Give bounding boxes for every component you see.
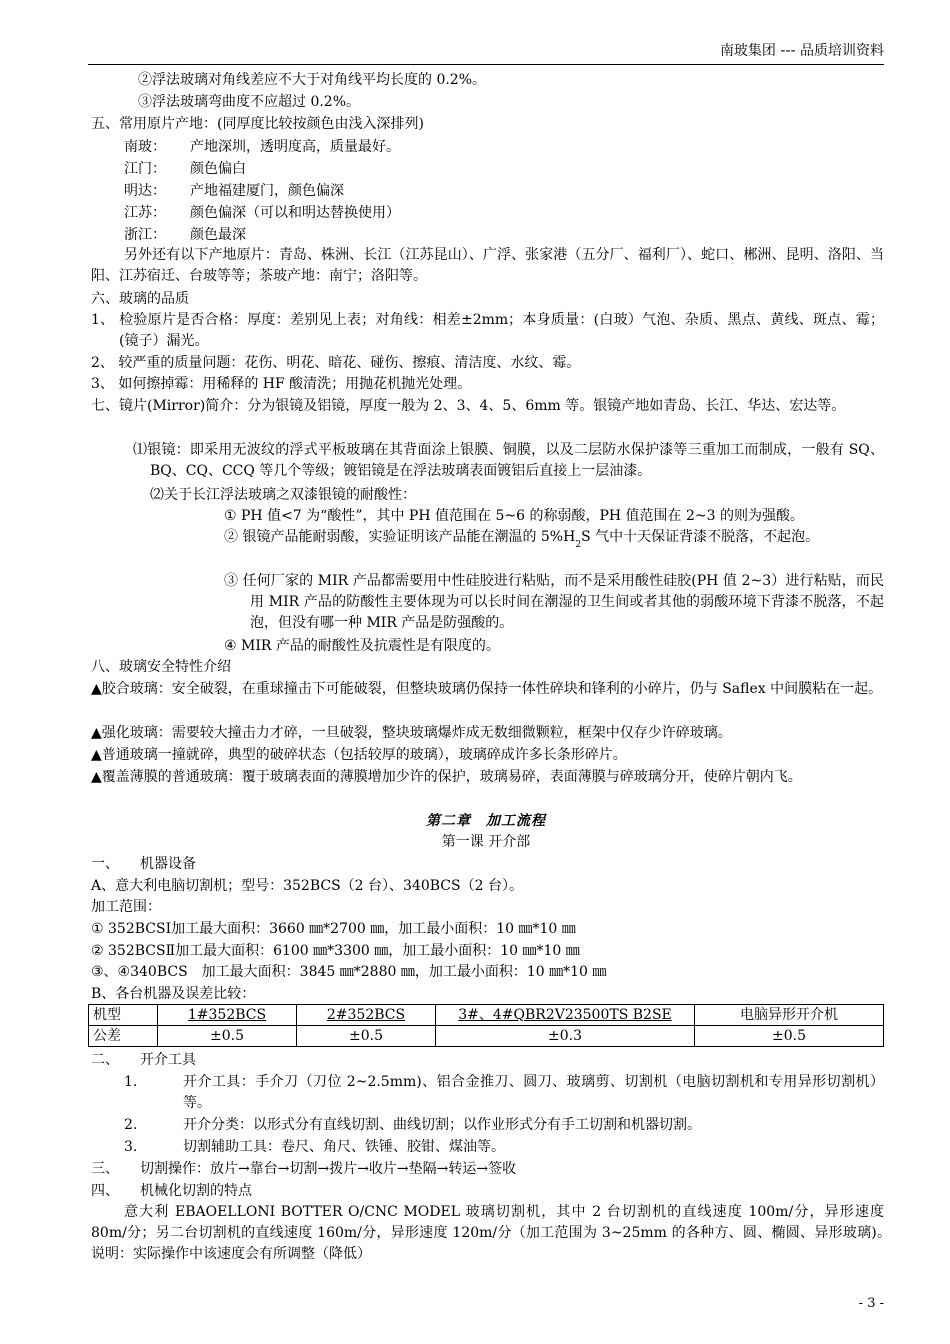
- section-heading: 八、玻璃安全特性介绍: [91, 659, 231, 675]
- list-item: ③ 任何厂家的 MIR 产品都需要用中性硅胶进行粘贴，而不是采用酸性硅胶(PH 值 2~3）进行粘贴，而民用 MIR 产品的防酸性主要体现为可以长时间在潮湿的卫生间或者其他的弱酸环境下背漆不脱落，不起泡，但没有哪一种 MIR 产品是防强酸的。: [224, 573, 884, 631]
- text-line: A、意大利电脑切割机；型号：352BCS（2 台）、340BCS（2 台）。: [91, 878, 523, 894]
- origin-desc: 产地福建厦门，颜色偏深: [190, 183, 344, 199]
- list-item: 开介分类：以形式分有直线切割、曲线切割；以作业形式分有手工切割和机器切割。: [183, 1117, 701, 1133]
- section-heading: 五、常用原片产地：(同厚度比较按颜色由浅入深排列): [91, 116, 424, 132]
- section-heading: 七、镜片(Mirror)简介：分为银镜及铝镜，厚度一般为 2、3、4、5、6mm 等。银镜产地如青岛、长江、华达、宏达等。: [91, 398, 846, 414]
- table-cell: 电脑异形开介机: [695, 1005, 884, 1026]
- paragraph: ▲胶合玻璃：安全破裂，在重球撞击下可能破裂，但整块玻璃仍保持一体性碎块和锋利的小碎片，仍与 Saflex 中间膜粘在一起。: [91, 681, 883, 697]
- lesson-title: 第一课 开介部: [441, 834, 531, 850]
- table-cell: 机型: [89, 1005, 158, 1026]
- chapter-title: 第二章 加工流程: [426, 813, 546, 829]
- text-line: B、各台机器及误差比较：: [91, 986, 256, 1002]
- table-cell: ±0.3: [436, 1026, 695, 1047]
- paragraph: ▲覆盖薄膜的普通玻璃：覆于玻璃表面的薄膜增加少许的保护，玻璃易碎，表面薄膜与碎玻璃分开，使碎片朝内飞。: [91, 769, 802, 785]
- text-line: ③浮法玻璃弯曲度不应超过 0.2%。: [138, 94, 361, 110]
- list-item: ① PH 值<7 为“酸性”，其中 PH 值范围在 5~6 的称弱酸，PH 值范围在 2~3 的则为强酸。: [224, 508, 804, 524]
- table-cell: ±0.5: [297, 1026, 436, 1047]
- origin-desc: 颜色偏白: [190, 161, 246, 177]
- origin-name: 江苏：: [124, 205, 166, 221]
- section-heading: 二、 开介工具: [91, 1052, 196, 1068]
- list-number: 3.: [124, 1139, 138, 1155]
- paragraph: ⑵关于长江浮法玻璃之双漆银镜的耐酸性：: [150, 487, 416, 503]
- origin-desc: 颜色偏深（可以和明达替换使用）: [190, 205, 400, 221]
- list-number: 2.: [124, 1117, 138, 1133]
- paragraph: 意大利 EBAOELLONI BOTTER O/CNC MODEL 玻璃切割机，其中 2 台切割机的直线速度 100m/分，异形速度 80m/分；另二台切割机的直线速度 160m/分，异形速度 120m/分（加工范围为 3~25mm 的各种方、圆、椭圆、异形玻璃)。 说明：实际操作中该速度会有所调整（降低）: [91, 1204, 912, 1262]
- list-item: ④ MIR 产品的耐酸性及抗震性是有限度的。: [224, 638, 500, 654]
- list-item: ① 352BCSⅠ加工最大面积：3660 ㎜*2700 ㎜，加工最小面积：10 ㎜*10 ㎜: [91, 921, 576, 937]
- page-header: [88, 36, 884, 65]
- paragraph: ▲强化玻璃：需要较大撞击力才碎，一旦破裂，整块玻璃爆炸成无数细微颗粒，框架中仅存少许碎玻璃。: [91, 725, 732, 741]
- text-part: S 气中十天保证背漆不脱落，不起泡。: [581, 529, 820, 545]
- subscript: 2: [575, 540, 582, 550]
- table-cell: 1#352BCS: [158, 1005, 297, 1026]
- text-part: ② 银镜产品能耐弱酸，实验证明该产品能在潮温的 5%H: [224, 529, 576, 545]
- list-item: ③、④340BCS 加工最大面积：3845 ㎜*2880 ㎜，加工最小面积：10 ㎜*10 ㎜: [91, 964, 607, 980]
- list-item: 2、 较严重的质量问题：花伤、明花、暗花、碰伤、擦痕、清洁度、水纹、霉。: [91, 355, 581, 371]
- origin-desc: 颜色最深: [190, 227, 246, 243]
- list-item: ② 352BCSⅡ加工最大面积：6100 ㎜*3300 ㎜，加工最小面积：10 ㎜*10 ㎜: [91, 943, 580, 959]
- list-item: 开介工具：手介刀（刀位 2~2.5mm)、铝合金推刀、圆刀、玻璃剪、切割机（电脑切割机和专用异形切割机）等。: [183, 1074, 884, 1111]
- page-number: - 3 -: [858, 1296, 884, 1311]
- origin-desc: 产地深圳，透明度高，质量最好。: [190, 139, 400, 155]
- section-heading: 一、 机器设备: [91, 856, 196, 872]
- list-item: 切割辅助工具：卷尺、角尺、铁锤、胶钳、煤油等。: [183, 1139, 505, 1155]
- list-item: 1、 检验原片是否合格：厚度：差别见上表；对角线：相差±2mm；本身质量：(白玻）气泡、杂质、黑点、黄线、斑点、霉；(镜子）漏光。: [91, 312, 884, 349]
- origin-name: 南玻：: [124, 139, 166, 155]
- table-cell: 2#352BCS: [297, 1005, 436, 1026]
- section-heading: 三、 切割操作：放片→靠台→切割→拨片→收片→垫隔→转运→签收: [91, 1161, 517, 1177]
- table-cell: 公差: [89, 1026, 158, 1047]
- paragraph: ⑴银镜：即采用无波纹的浮式平板玻璃在其背面涂上银膜、铜膜，以及二层防水保护漆等三重加工而制成，一般有 SQ、BQ、CQ、CCQ 等几个等级；镀铝镜是在浮法玻璃表面镀铝后直接上一层油漆。: [133, 442, 884, 479]
- paragraph: 另外还有以下产地原片：青岛、株洲、长江（江苏昆山）、广浮、张家港（五分厂、福利厂）、蛇口、郴洲、昆明、洛阳、当阳、江苏宿迁、台玻等等；茶玻产地：南宁；洛阳等。: [91, 247, 884, 284]
- origin-name: 浙江：: [124, 227, 166, 243]
- list-number: 1.: [124, 1074, 138, 1090]
- table-cell: ±0.5: [695, 1026, 884, 1047]
- section-heading: 四、 机械化切割的特点: [91, 1183, 252, 1199]
- table-cell: ±0.5: [158, 1026, 297, 1047]
- text-line: 加工范围：: [91, 899, 161, 915]
- table-cell: 3#、4#QBR2V23500TS B2SE: [436, 1005, 695, 1026]
- list-item: 3、 如何擦掉霉：用稀释的 HF 酸清洗；用抛花机抛光处理。: [91, 376, 472, 392]
- paragraph: ▲普通玻璃一撞就碎，典型的破碎状态（包括较厚的玻璃），玻璃碎成许多长条形碎片。: [91, 747, 627, 763]
- section-heading: 六、玻璃的品质: [91, 291, 189, 307]
- text-line: ②浮法玻璃对角线差应不大于对角线平均长度的 0.2%。: [138, 72, 487, 88]
- origin-name: 明达：: [124, 183, 166, 199]
- origin-name: 江门：: [124, 161, 166, 177]
- table-row: [89, 1005, 884, 1026]
- table-row: [89, 1026, 884, 1047]
- list-item: [224, 527, 884, 556]
- header-title: 南玻集团 --- 品质培训资料: [719, 43, 884, 59]
- machine-tolerance-table: [88, 1004, 884, 1047]
